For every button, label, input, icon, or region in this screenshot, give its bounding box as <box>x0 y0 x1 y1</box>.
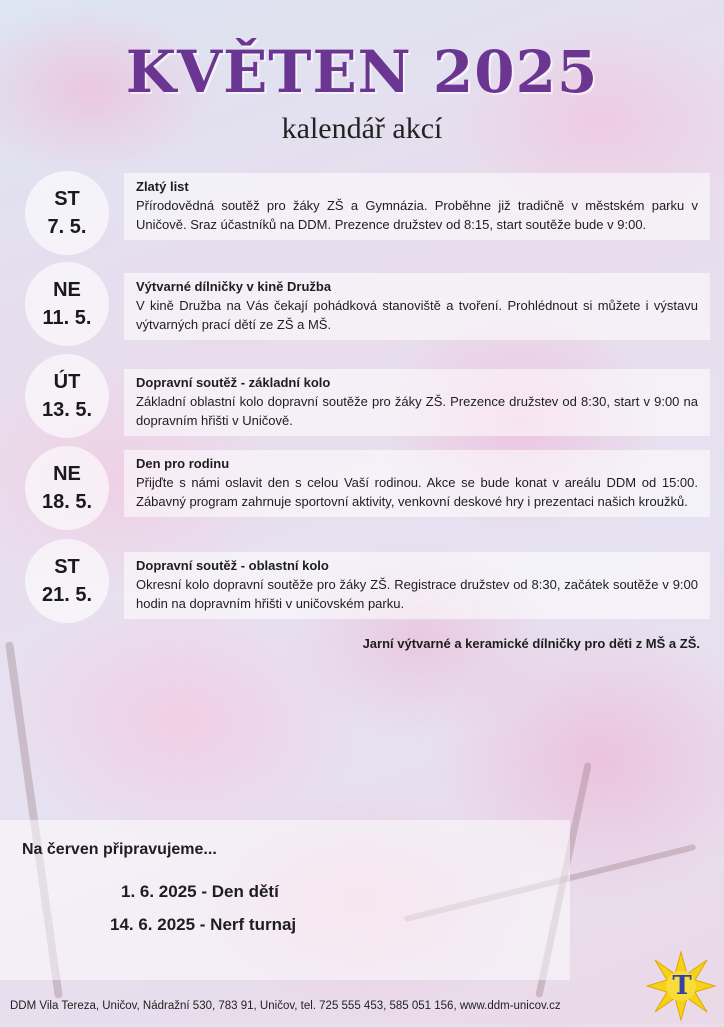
event-title: Výtvarné dílničky v kině Družba <box>136 279 332 294</box>
upcoming-panel <box>0 820 570 980</box>
event-card <box>124 173 710 240</box>
event-day: NE <box>53 279 81 301</box>
event-description: Přijďte s námi oslavit den s celou Vaší rodinou. Akce se bude konat v areálu DDM od 15:00. Zábavný program zahrnuje sportovní aktivity, venkovní deskové hry i prezentaci našich kroužků. <box>136 475 698 509</box>
event-date-circle <box>25 539 109 623</box>
event-date-circle <box>25 171 109 255</box>
event-title: Den pro rodinu <box>136 456 230 471</box>
event-date: 18. 5. <box>41 491 93 513</box>
event-card <box>124 369 710 436</box>
event-description: V kině Družba na Vás čekají pohádková stanoviště a tvoření. Prohlédnout si můžete i výstavu výtvarných prací dětí ze ZŠ a MŠ. <box>136 298 698 332</box>
event-description: Okresní kolo dopravní soutěže pro žáky ZŠ. Registrace družstev od 8:30, začátek soutěže v 9:00 hodin na dopravním hřišti v uničovském parku. <box>136 577 698 611</box>
event-description: Základní oblastní kolo dopravní soutěže pro žáky ZŠ. Prezence družstev od 8:30, start v 9:00 na dopravním hřišti v Uničově. <box>136 394 698 428</box>
event-date: 13. 5. <box>41 399 93 421</box>
event-day: ST <box>54 556 80 578</box>
event-title: Dopravní soutěž - základní kolo <box>136 375 331 390</box>
page-title: KVĚTEN 2025 <box>125 38 599 106</box>
event-date: 11. 5. <box>42 307 92 329</box>
page-subtitle: kalendář akcí <box>281 112 443 145</box>
event-day: NE <box>53 463 81 485</box>
event-date-circle <box>25 354 109 438</box>
logo-letter: T <box>672 971 692 1001</box>
event-title: Dopravní soutěž - oblastní kolo <box>136 558 329 573</box>
sun-logo-icon <box>645 950 717 1022</box>
upcoming-item: 14. 6. 2025 - Nerf turnaj <box>110 915 297 934</box>
event-title: Zlatý list <box>136 179 189 194</box>
event-day: ÚT <box>53 371 81 393</box>
event-day: ST <box>54 188 80 210</box>
footer-contact: DDM Vila Tereza, Uničov, Nádražní 530, 783 91, Uničov, tel. 725 555 453, 585 051 156, www.ddm-unicov.cz <box>10 1000 561 1012</box>
event-date: 21. 5. <box>41 584 93 606</box>
event-date-circle <box>25 262 109 346</box>
event-card <box>124 450 710 517</box>
event-description: Přírodovědná soutěž pro žáky ZŠ a Gymnázia. Proběhne již tradičně v městském parku v Uničově. Sraz účastníků na DDM. Prezence družstev od 8:15, start soutěže bude v 9:00. <box>136 198 698 232</box>
event-card <box>124 273 710 340</box>
workshop-note: Jarní výtvarné a keramické dílničky pro děti z MŠ a ZŠ. <box>362 636 700 651</box>
event-card <box>124 552 710 619</box>
upcoming-item: 1. 6. 2025 - Den dětí <box>121 882 279 901</box>
event-date: 7. 5. <box>47 216 87 238</box>
upcoming-title: Na červen připravujeme... <box>22 841 217 858</box>
event-date-circle <box>25 446 109 530</box>
